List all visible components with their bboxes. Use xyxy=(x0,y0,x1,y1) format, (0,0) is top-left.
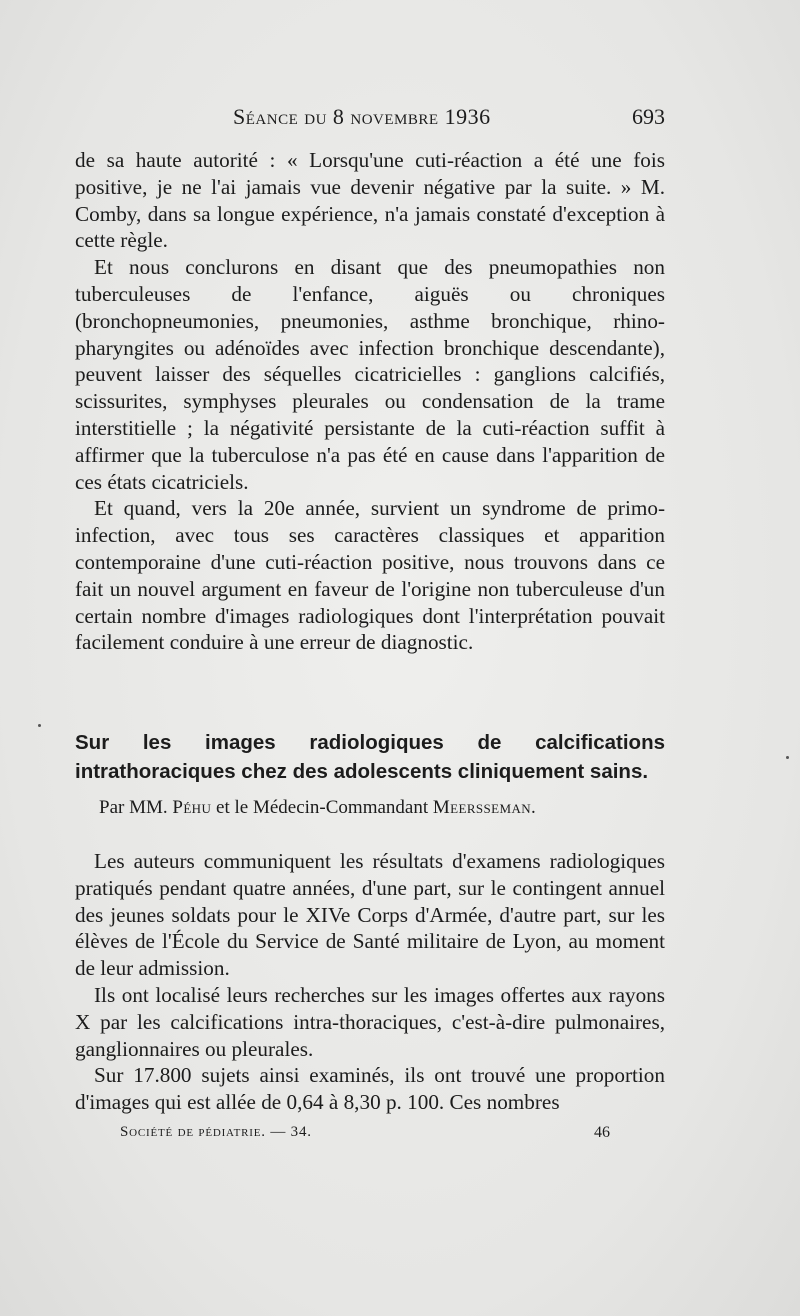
paragraph: Et nous conclurons en disant que des pneumopathies non tuberculeuses de l'enfance, aiguës ou chroniques (bronchopneumonies, pneumonies, asthme bronchique, rhino-pharyngites ou adénoïdes avec infection bronchique descendante), peuvent laisser des séquelles cicatricielles : ganglions calcifiés, scissurites, symphyses pleurales ou condensation de la trame interstitielle ; la négativité persistante de la cuti-réaction suffit à affirmer que la tuberculose n'a pas été en cause dans l'apparition de ces états cicatriciels. xyxy=(75,255,665,494)
paragraph: Les auteurs communiquent les résultats d'examens radiologiques pratiqués pendant quatre années, d'une part, sur le contingent annuel des jeunes soldats pour le XIVe Corps d'Armée, d'autre part, sur les élèves de l'École du Service de Santé militaire de Lyon, au moment de leur admission. xyxy=(75,849,665,981)
byline-middle: et le Médecin-Commandant xyxy=(216,797,429,818)
author-name: Péhu xyxy=(172,797,212,818)
signature-mark: Société de pédiatrie. — 34. xyxy=(120,1124,312,1140)
sheet-number: 46 xyxy=(594,1124,610,1141)
byline-prefix: Par MM. xyxy=(99,797,168,818)
running-head: Séance du 8 novembre 1936 xyxy=(233,104,491,129)
paragraph: Sur 17.800 sujets ainsi examinés, ils ont trouvé une proportion d'images qui est allée de 0,64 à 8,30 p. 100. Ces nombres xyxy=(75,1063,665,1115)
margin-speck xyxy=(786,756,789,759)
article-title: Sur les images radiologiques de calcifications intrathoraciques chez des adolescents cliniquement sains. xyxy=(75,731,665,783)
section-2-text xyxy=(75,848,665,1116)
paragraph: Et quand, vers la 20e année, survient un syndrome de primo-infection, avec tous ses caractères classiques et apparition contemporaine d'une cuti-réaction positive, nous trouvons dans ce fait un nouvel argument en faveur de l'origine non tuberculeuse d'un certain nombre d'images radiologiques dont l'interprétation pouvait facilement conduire à une erreur de diagnostic. xyxy=(75,496,665,655)
paragraph: de sa haute autorité : « Lorsqu'une cuti-réaction a été une fois positive, je ne l'ai jamais vue devenir négative par la suite. » M. Comby, dans sa longue expérience, n'a jamais constaté d'exception à cette règle. xyxy=(75,148,665,253)
paragraph: Ils ont localisé leurs recherches sur les images offertes aux rayons X par les calcifications intra-thoraciques, c'est-à-dire pulmonaires, ganglionnaires ou pleurales. xyxy=(75,982,665,1061)
page-header xyxy=(75,104,665,134)
margin-speck xyxy=(38,724,41,727)
article-byline xyxy=(99,797,669,819)
page-number: 693 xyxy=(632,104,665,129)
section-1-text xyxy=(75,147,665,656)
author-name: Meersseman. xyxy=(432,797,537,818)
